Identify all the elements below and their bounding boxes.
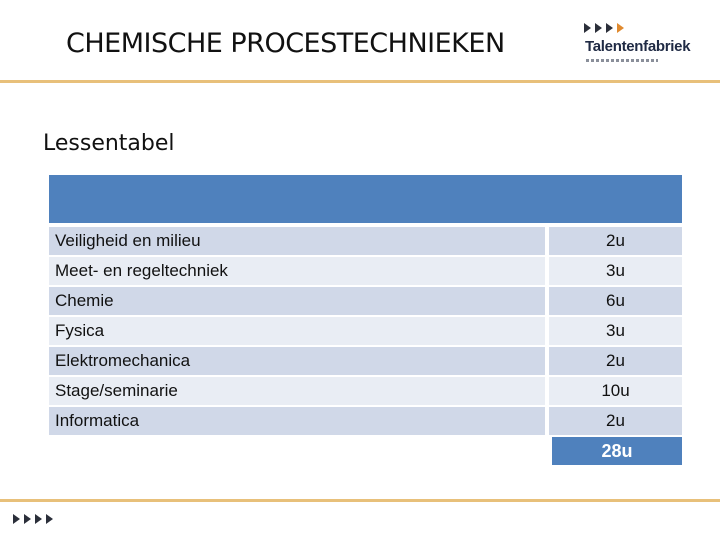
table-row bbox=[49, 377, 682, 405]
hours-cell: 2u bbox=[549, 407, 682, 435]
page-title: CHEMISCHE PROCESTECHNIEKEN bbox=[66, 28, 505, 59]
table-row bbox=[49, 407, 682, 435]
subject-cell: Chemie bbox=[49, 287, 545, 315]
table-row bbox=[49, 257, 682, 285]
hours-cell: 2u bbox=[549, 347, 682, 375]
subject-cell: Elektromechanica bbox=[49, 347, 545, 375]
hours-cell: 3u bbox=[549, 317, 682, 345]
subject-cell: Stage/seminarie bbox=[49, 377, 545, 405]
subject-cell: Meet- en regeltechniek bbox=[49, 257, 545, 285]
table-header bbox=[49, 175, 682, 223]
logo-text: Talentenfabriek bbox=[585, 38, 691, 55]
talentenfabriek-logo bbox=[584, 20, 694, 70]
table-row bbox=[49, 317, 682, 345]
table-row bbox=[49, 227, 682, 255]
subject-cell: Veiligheid en milieu bbox=[49, 227, 545, 255]
arrow-chevrons-icon bbox=[13, 513, 61, 525]
arrow-chevrons-icon bbox=[584, 22, 632, 34]
hours-cell: 3u bbox=[549, 257, 682, 285]
lessons-table bbox=[49, 175, 682, 435]
hours-cell: 6u bbox=[549, 287, 682, 315]
header-divider bbox=[0, 80, 720, 83]
table-row bbox=[49, 287, 682, 315]
subject-cell: Fysica bbox=[49, 317, 545, 345]
subject-cell: Informatica bbox=[49, 407, 545, 435]
section-title: Lessentabel bbox=[43, 131, 175, 156]
logo-tagline bbox=[586, 59, 658, 62]
footer-divider bbox=[0, 499, 720, 502]
total-hours-cell: 28u bbox=[552, 437, 682, 465]
hours-cell: 10u bbox=[549, 377, 682, 405]
hours-cell: 2u bbox=[549, 227, 682, 255]
table-row bbox=[49, 347, 682, 375]
